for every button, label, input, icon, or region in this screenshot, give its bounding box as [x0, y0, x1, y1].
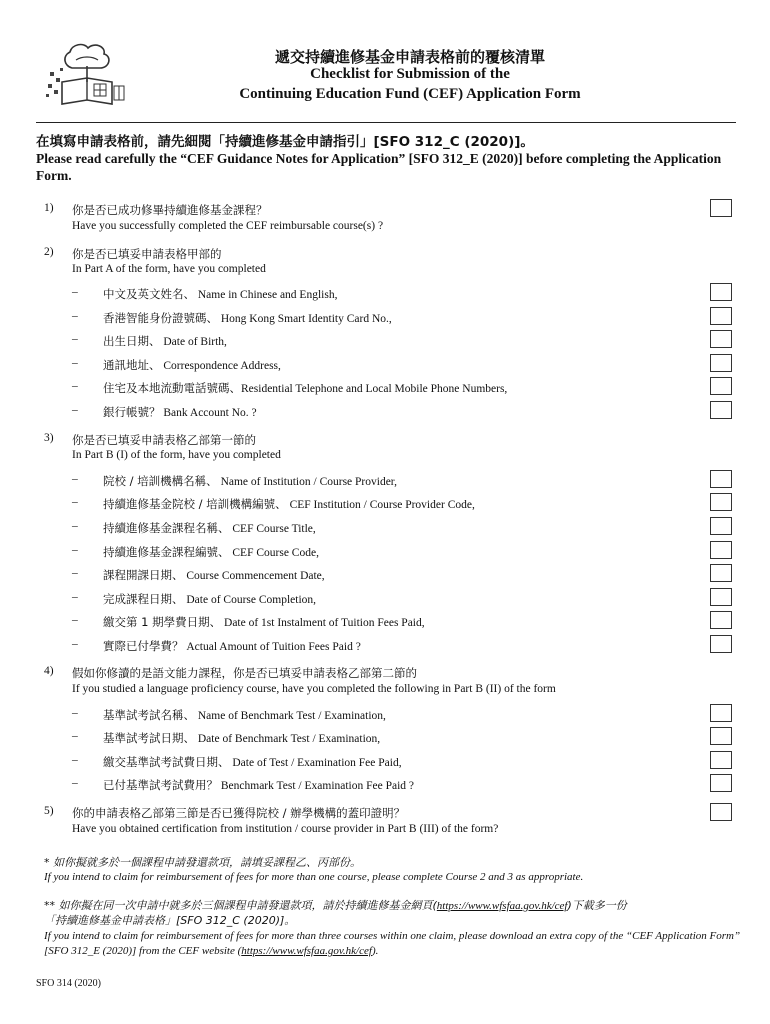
checkbox-q4-2[interactable]	[710, 727, 732, 745]
note-2-english-text-b: ).	[371, 945, 379, 957]
checkbox-q1[interactable]	[710, 199, 732, 217]
question-number: 1)	[44, 202, 54, 214]
form-code: SFO 314 (2020)	[36, 978, 102, 989]
checklist-item	[103, 380, 507, 396]
item-english: Date of Test / Examination Fee Paid,	[232, 757, 402, 769]
checkbox-q3-7[interactable]	[710, 611, 732, 629]
checkbox-q3-4[interactable]	[710, 541, 732, 559]
header-divider	[36, 122, 736, 123]
checklist-item	[103, 777, 414, 793]
checkbox-q4-3[interactable]	[710, 751, 732, 769]
item-english: CEF Institution / Course Provider Code,	[289, 499, 475, 511]
item-dash: –	[72, 567, 78, 579]
item-dash: –	[72, 544, 78, 556]
checklist-item	[103, 730, 380, 746]
item-dash: –	[72, 707, 78, 719]
item-dash: –	[72, 380, 78, 392]
note-2-english	[44, 929, 744, 959]
question-english: In Part B (I) of the form, have you completed	[72, 449, 281, 461]
question-number: 4)	[44, 665, 54, 677]
item-english: Correspondence Address,	[163, 360, 281, 372]
checklist-item	[103, 496, 475, 512]
item-chinese: 完成課程日期、	[103, 592, 184, 606]
checklist-item	[103, 544, 319, 560]
item-chinese: 銀行帳號？	[103, 405, 161, 419]
question-english: Have you successfully completed the CEF reimbursable course(s) ?	[72, 220, 384, 232]
checkbox-q2-2[interactable]	[710, 307, 732, 325]
note-2-english-text-a: If you intend to claim for reimbursement of fees for more than three courses within one claim, please download an extra copy of the “CEF Application Form” [SFO 312_E (2020)] from the CEF website (	[44, 930, 741, 957]
checkbox-q3-1[interactable]	[710, 470, 732, 488]
item-dash: –	[72, 473, 78, 485]
item-chinese: 繳交基準試考試費日期、	[103, 755, 230, 769]
checkbox-q3-6[interactable]	[710, 588, 732, 606]
cef-logo	[42, 38, 134, 110]
checkbox-q4-1[interactable]	[710, 704, 732, 722]
cef-website-link-english[interactable]: https://www.wfsfaa.gov.hk/cef	[241, 945, 372, 957]
intro-chinese: 在填寫申請表格前，請先細閱「持續進修基金申請指引」[SFO 312_C (2020)]。	[36, 134, 534, 150]
item-english: CEF Course Code,	[232, 547, 319, 559]
title-english-line-2: Continuing Education Fund (CEF) Application Form	[239, 86, 581, 102]
item-english: Residential Telephone and Local Mobile Phone Numbers,	[241, 383, 508, 395]
item-dash: –	[72, 333, 78, 345]
cef-website-link[interactable]: https://www.wfsfaa.gov.hk/cef	[436, 900, 568, 912]
note-2-chinese-line-2	[44, 912, 295, 928]
checkbox-q4-4[interactable]	[710, 774, 732, 792]
question-chinese: 假如你修讀的是語文能力課程，你是否已填妥申請表格乙部第二節的	[72, 666, 417, 680]
item-chinese: 院校 / 培訓機構名稱、	[103, 474, 218, 488]
checklist-item	[103, 754, 402, 770]
checklist-item	[103, 638, 361, 654]
item-dash: –	[72, 730, 78, 742]
checkbox-q2-4[interactable]	[710, 354, 732, 372]
question-chinese: 你是否已填妥申請表格乙部第一節的	[72, 433, 256, 447]
note-2-chinese-text-a: ** 如你擬在同一次申請中就多於三個課程申請發還款項，請於持續進修基金網頁(	[44, 899, 437, 912]
checklist-item	[103, 333, 227, 349]
item-dash: –	[72, 404, 78, 416]
item-dash: –	[72, 591, 78, 603]
checklist-item	[103, 404, 257, 420]
checklist-item	[103, 286, 337, 302]
question-chinese: 你的申請表格乙部第三節是否已獲得院校 / 辦學機構的蓋印證明？	[72, 806, 406, 820]
question-chinese: 你是否已填妥申請表格甲部的	[72, 247, 222, 261]
question-english: Have you obtained certification from institution / course provider in Part B (III) of the form?	[72, 823, 499, 835]
item-chinese: 基準試考試日期、	[103, 731, 195, 745]
title-chinese: 遞交持續進修基金申請表格前的覆核清單	[274, 48, 545, 66]
checkbox-q5[interactable]	[710, 803, 732, 821]
title-english-line-1: Checklist for Submission of the	[310, 66, 510, 82]
item-english: Actual Amount of Tuition Fees Paid ?	[186, 641, 361, 653]
question-number: 2)	[44, 246, 54, 258]
checklist-item	[103, 310, 392, 326]
item-english: Date of 1st Instalment of Tuition Fees Paid,	[224, 617, 425, 629]
checkbox-q3-2[interactable]	[710, 493, 732, 511]
question-number: 5)	[44, 805, 54, 817]
item-chinese: 中文及英文姓名、	[103, 287, 195, 301]
note-1-chinese	[44, 854, 361, 870]
item-english: Course Commencement Date,	[186, 570, 325, 582]
item-chinese: 住宅及本地流動電話號碼、	[103, 381, 241, 395]
checkbox-q2-6[interactable]	[710, 401, 732, 419]
item-english: Date of Birth,	[163, 336, 227, 348]
item-chinese: 香港智能身份證號碼、	[103, 311, 218, 325]
checkbox-q2-1[interactable]	[710, 283, 732, 301]
item-chinese: 持續進修基金課程編號、	[103, 545, 230, 559]
checkbox-q3-5[interactable]	[710, 564, 732, 582]
item-chinese: 通訊地址、	[103, 358, 161, 372]
item-chinese: 持續進修基金院校 / 培訓機構編號、	[103, 497, 287, 511]
item-chinese: 繳交第 1 期學費日期、	[103, 615, 222, 629]
checklist-item	[103, 473, 397, 489]
item-dash: –	[72, 496, 78, 508]
item-english: Name of Institution / Course Provider,	[220, 476, 398, 488]
note-2-chinese-text-c: 「持續進修基金申請表格」[SFO 312_C (2020)]。	[44, 914, 296, 927]
checkbox-q3-8[interactable]	[710, 635, 732, 653]
checklist-item	[103, 567, 325, 583]
checklist-item	[103, 591, 316, 607]
item-english: Benchmark Test / Examination Fee Paid ?	[220, 780, 415, 792]
item-dash: –	[72, 638, 78, 650]
item-english: CEF Course Title,	[232, 523, 316, 535]
checkbox-q3-3[interactable]	[710, 517, 732, 535]
item-chinese: 課程開課日期、	[103, 568, 184, 582]
checklist-item	[103, 357, 281, 373]
question-english: If you studied a language proficiency course, have you completed the following in Part B (II) of the form	[72, 683, 556, 695]
note-2-chinese-text-b: )下載多一份	[567, 899, 627, 912]
item-chinese: 實際已付學費？	[103, 639, 184, 653]
item-dash: –	[72, 357, 78, 369]
item-dash: –	[72, 614, 78, 626]
item-dash: –	[72, 777, 78, 789]
intro-english: Please read carefully the “CEF Guidance Notes for Application” [SFO 312_E (2020)] before completing the Application Form.	[36, 151, 722, 183]
item-english: Hong Kong Smart Identity Card No.,	[220, 313, 392, 325]
item-dash: –	[72, 754, 78, 766]
note-1-chinese-text: * 如你擬就多於一個課程申請發還款項，請填妥課程乙、丙部份。	[44, 856, 361, 869]
item-english: Name in Chinese and English,	[197, 289, 338, 301]
item-english: Date of Course Completion,	[186, 594, 317, 606]
item-chinese: 出生日期、	[103, 334, 161, 348]
item-chinese: 已付基準試考試費用？	[103, 778, 218, 792]
item-chinese: 持續進修基金課程名稱、	[103, 521, 230, 535]
checkbox-q2-3[interactable]	[710, 330, 732, 348]
item-dash: –	[72, 520, 78, 532]
item-dash: –	[72, 310, 78, 322]
question-english: In Part A of the form, have you completed	[72, 263, 266, 275]
question-number: 3)	[44, 432, 54, 444]
item-english: Date of Benchmark Test / Examination,	[197, 733, 381, 745]
question-chinese: 你是否已成功修畢持續進修基金課程？	[72, 203, 268, 217]
item-english: Bank Account No. ?	[163, 407, 257, 419]
checklist-item	[103, 707, 386, 723]
checkbox-q2-5[interactable]	[710, 377, 732, 395]
note-2-chinese	[44, 897, 627, 913]
item-chinese: 基準試考試名稱、	[103, 708, 195, 722]
checklist-item	[103, 520, 316, 536]
item-dash: –	[72, 286, 78, 298]
checklist-item	[103, 614, 425, 630]
note-1-english: If you intend to claim for reimbursement of fees for more than one course, please complete Course 2 and 3 as appropriate.	[44, 871, 584, 883]
item-english: Name of Benchmark Test / Examination,	[197, 710, 386, 722]
